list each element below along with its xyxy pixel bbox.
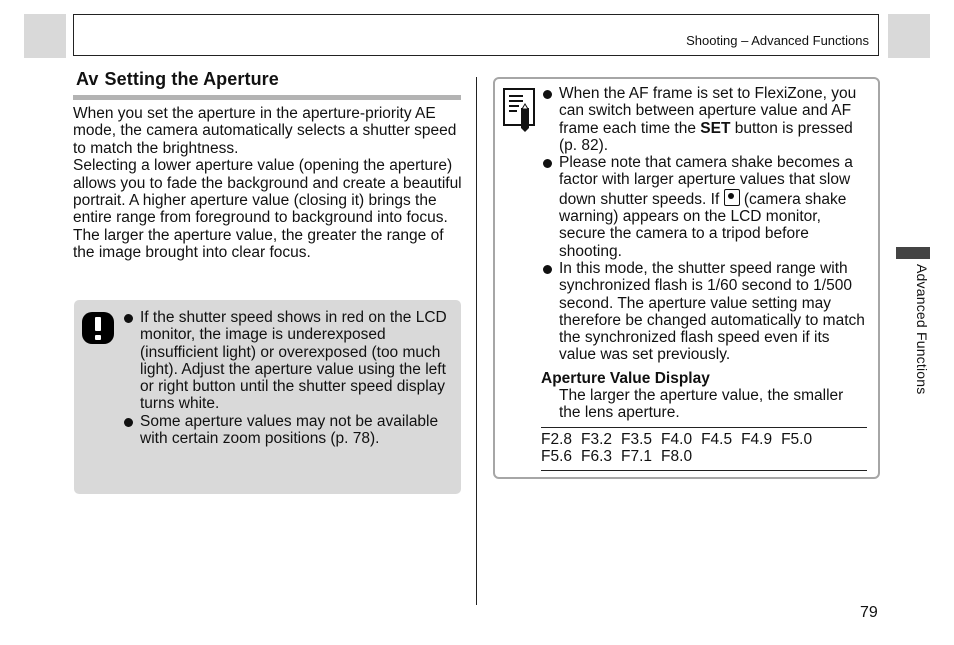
aperture-values-table <box>541 427 867 471</box>
bullet-icon <box>124 418 133 427</box>
caution-item: Some aperture values may not be available with certain zoom positions (p. 78). <box>122 413 452 448</box>
section-heading <box>76 69 279 90</box>
av-mode-icon: Av <box>76 69 99 89</box>
intro-paragraph-1: When you set the aperture in the aperture-priority AE mode, the camera automatically selects a shutter speed to match the brightness. <box>73 105 457 157</box>
aperture-display-title: Aperture Value Display <box>541 370 710 387</box>
corner-tab-left <box>24 14 66 58</box>
heading-underline <box>73 95 461 100</box>
note-box <box>493 77 880 479</box>
aperture-values-row <box>541 448 867 465</box>
aperture-value: F6.3 <box>581 448 613 466</box>
bullet-icon <box>543 265 552 274</box>
memo-pencil-icon <box>503 88 535 132</box>
aperture-value: F5.6 <box>541 448 573 466</box>
aperture-display-description: The larger the aperture value, the smaller the lens aperture. <box>559 387 844 422</box>
note-item: Please note that camera shake becomes a factor with larger aperture values that slow down shutter speeds. If (camera shake warning) appears on the LCD monitor, secure the camera to a tripod before shooting. <box>541 154 867 260</box>
aperture-value: F3.2 <box>581 431 613 448</box>
note-item: When the AF frame is set to FlexiZone, you can switch between aperture value and AF frame each time the SET button is pressed (p. 82). <box>541 85 867 154</box>
aperture-value: F2.8 <box>541 431 573 448</box>
aperture-value: F4.9 <box>741 431 773 448</box>
aperture-value: F8.0 <box>661 448 693 466</box>
camera-shake-icon <box>724 189 740 206</box>
exclamation-icon <box>82 312 114 344</box>
bullet-icon <box>124 314 133 323</box>
intro-paragraph-2: Selecting a lower aperture value (opening the aperture) allows you to fade the background and create a beautiful portrait. A higher aperture value (closing it) brings the entire range from foreground to background into focus. The larger the aperture value, the greater the range of the image brought into clear focus. <box>73 157 462 262</box>
bullet-icon <box>543 90 552 99</box>
caution-item: If the shutter speed shows in red on the LCD monitor, the image is underexposed (insufficient light) or overexposed (too much light). Adjust the aperture value using the left or right button until the shutter speed display turns white. <box>122 309 452 413</box>
aperture-values-row <box>541 431 867 448</box>
header-title: Shooting – Advanced Functions <box>686 33 869 48</box>
note-list <box>541 85 867 364</box>
aperture-value: F3.5 <box>621 431 653 448</box>
caution-box <box>74 300 461 494</box>
aperture-value: F7.1 <box>621 448 653 466</box>
side-tab-label: Advanced Functions <box>914 264 930 395</box>
page-number: 79 <box>860 604 878 621</box>
aperture-value: F4.5 <box>701 431 733 448</box>
bullet-icon <box>543 159 552 168</box>
aperture-value: F5.0 <box>781 431 813 448</box>
note-item: In this mode, the shutter speed range with synchronized flash is 1/60 second to 1/500 second. The aperture value setting may therefore be changed automatically to match the synchronized flash speed even if its value was set previously. <box>541 260 867 364</box>
caution-list <box>122 309 452 447</box>
page-header <box>73 14 879 56</box>
aperture-value: F4.0 <box>661 431 693 448</box>
column-divider <box>476 77 477 605</box>
intro-text <box>73 105 465 262</box>
corner-tab-right <box>888 14 930 58</box>
set-button-label: SET <box>700 119 731 137</box>
side-tab-marker <box>896 247 930 259</box>
section-title: Setting the Aperture <box>104 69 279 89</box>
